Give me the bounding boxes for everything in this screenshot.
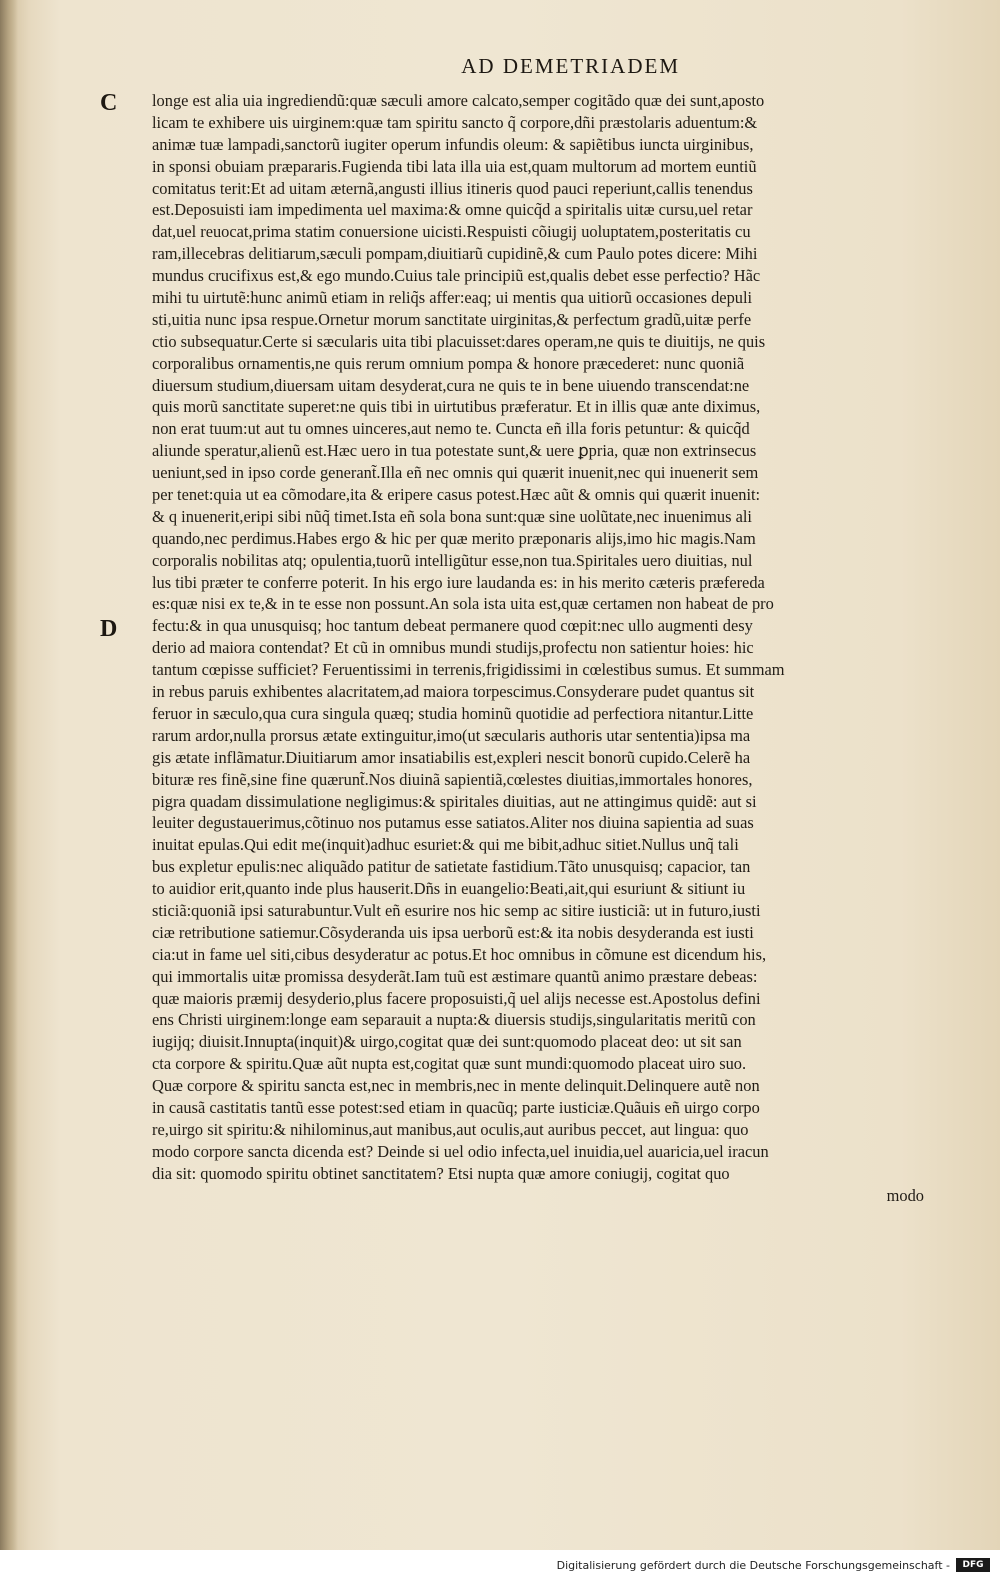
text-line: inuitat epulas.Qui edit me(inquit)adhuc esuriet:& qui me bibit,adhuc sitiet.Nullus unq̃ tali [152,835,739,855]
dfg-logo: DFG [956,1558,990,1572]
text-line: ciæ retributione satiemur.Cõsyderanda uis ipsa uerborũ est:& ita nobis desyderanda est iusti [152,922,754,942]
text-line: est.Deposuisti iam impedimenta uel maxima:& omne quicq̃d a spiritalis uitæ cursu,uel retar [152,200,753,220]
text-line: licam te exhibere uis uirginem:quæ tam spiritu sancto q̃ corpore,dñi præstolaris aduentum:& [152,112,758,132]
marginal-letter-c: C [100,90,118,116]
text-line: bituræ res finẽ,sine fine quærunt̃.Nos diuinã sapientiã,cœlestes diuitias,immortales honores, [152,769,753,789]
text-line: ram,illecebras delitiarum,sæculi pompam,diuitiarũ cupidinẽ,& cum Paulo potes dicere: Mihi [152,244,758,264]
text-line: in rebus paruis exhibentes alacritatem,ad maiora torpescimus.Consyderare pudet quantus sit [152,682,755,702]
text-line: pigra quadam dissimulatione negligimus:& spiritales diuitias, aut ne attingimus quidẽ: aut si [152,791,757,811]
text-line: cta corpore & spiritu.Quæ aũt nupta est,cogitat quæ sunt mundi:quomodo placeat uiro suo. [152,1054,747,1074]
text-line: derio ad maiora contendat? Et cũ in omnibus mundi studĳs,profectu non satientur hoies: hic [152,638,754,658]
text-line: mihi tu uirtutẽ:hunc animũ etiam in reliq̃s affer:eaq; ui mentis qua uitiorũ occasiones depuli [152,288,753,308]
text-line: aliunde speratur,alienũ est.Hæc uero in tua potestate sunt,& uere ꝑpria, quæ non extrinsecus [152,441,757,461]
text-line: iugĳq; diuisit.Innupta(inquit)& uirgo,cogitat quæ dei sunt:quomodo placeat deo: ut sit san [152,1032,742,1052]
text-line: leuiter degustauerimus,cõtinuo nos putamus esse satiatos.Aliter nos diuina sapientia ad suas [152,813,754,833]
text-line: gis ætate inflãmatur.Diuitiarum amor insatiabilis est,expleri nescit bonorũ cupido.Celerẽ ha [152,747,751,767]
text-line: longe est alia uia ingrediendũ:quæ sæculi amore calcato,semper cogitãdo quæ dei sunt,aposto [152,91,765,110]
text-line: quæ maioris præmĳ desyderio,plus facere proposuisti,q̃ uel alĳs necesse est.Apostolus defini [152,988,761,1008]
text-line: corporalis nobilitas atq; opulentia,tuorũ intelligũtur esse,non tua.Spiritales uero diuitias, nul [152,550,753,570]
text-line: in causã castitatis tantũ esse potest:sed etiam in quacũq; parte iusticiæ.Quãuis eñ uirgo corpo [152,1097,760,1117]
text-line: bus expletur epulis:nec aliquãdo patitur de satietate fastidium.Tãto unusquisq; capacior, tan [152,857,751,877]
text-line: tantum cœpisse sufficiet? Feruentissimi in terrenis,frigidissimi in cœlestibus sumus. Et summam [152,660,785,680]
text-line: ctio subsequatur.Certe si sæcularis uita tibi placuisset:dares operam,ne quis te diuitĳs, ne quis [152,331,766,351]
text-line: mundus crucifixus est,& ego mundo.Cuius tale principiũ est,qualis debet esse perfectio? Hãc [152,266,761,286]
text-line: sticiã:quoniã ipsi saturabuntur.Vult eñ esurire nos hic semp ac sitire iusticiã: ut in futuro,iusti [152,900,761,920]
text-line: rarum ardor,nulla prorsus ætate extinguitur,imo(ut sæcularis authoris utar sententia)ipsa ma [152,725,751,745]
text-line: dia sit: quomodo spiritu obtinet sanctitatem? Etsi nupta quæ amore coniugĳ, cogitat quo [152,1163,730,1183]
digitization-footer [0,1550,1000,1582]
text-line: cia:ut in fame uel siti,cibus desyderatur ac potus.Et hoc omnibus in cõmune est dicendum his, [152,944,767,964]
text-line: non erat tuum:ut aut tu omnes uinceres,aut nemo te. Cuncta eñ illa foris petuntur: & quicq̃d [152,419,750,439]
text-line: lus tibi præter te conferre poterit. In his ergo iure laudanda es: in his merito cæteris præfereda [152,572,765,592]
text-line: es:quæ nisi ex te,& in te esse non possunt.An sola ista uita est,quæ certamen non habeat de pro [152,594,774,614]
footer-credit: Digitalisierung gefördert durch die Deutsche Forschungsgemeinschaft - [556,1559,950,1572]
body-text [152,90,924,1206]
running-head: AD DEMETRIADEM [461,54,680,78]
text-line: ueniunt,sed in ipso corde generant̃.Illa eñ nec omnis qui quærit inuenit,nec qui inuenerit sem [152,463,759,483]
text-line: modo [886,1185,924,1205]
text-line: Quæ corpore & spiritu sancta est,nec in membris,nec in mente delinquit.Delinquere autẽ non [152,1076,760,1096]
text-line: re,uirgo sit spiritu:& nihilominus,aut manibus,aut oculis,aut auribus peccet, aut lingua: quo [152,1119,749,1139]
text-line: corporalibus ornamentis,ne quis rerum omnium pompa & honore præcederet: nunc quoniã [152,353,745,373]
text-line: comitatus terit:Et ad uitam æternã,angusti illius itineris quod pauci reperiunt,callis tenendus [152,178,753,198]
text-line: in sponsi obuiam præpararis.Fugienda tibi lata illa uia est,quam multorum ad mortem euntiũ [152,156,757,176]
gutter-shadow [0,0,18,1550]
text-line: feruor in sæculo,qua cura singula quæq; studia hominũ quotidie ad perfectiora nitantur.Litte [152,703,754,723]
text-line: fectu:& in qua unusquisq; hoc tantum debeat permanere quod cœpit:nec ullo augmenti desy [152,616,753,636]
text-line: quis morũ sanctitate superet:ne quis tibi in uirtutibus præferatur. Et in illis quæ ante diximus, [152,397,761,417]
text-line: to auidior erit,quanto inde plus hauserit.Dñs in euangelio:Beati,ait,qui esuriunt & sitiunt iu [152,879,746,899]
text-line: ens Christi uirginem:longe eam separauit a nupta:& diuersis studĳs,singularitatis meritũ con [152,1010,756,1030]
text-line: quando,nec perdimus.Habes ergo & hic per quæ merito præponaris alĳs,imo hic magis.Nam [152,528,756,548]
text-line: sti,uitia nunc ipsa respue.Ornetur morum sanctitate uirginitas,& perfectum gradũ,uitæ perfe [152,309,752,329]
text-line: modo corpore sancta dicenda est? Deinde si uel odio infecta,uel inuidia,uel auaricia,uel iracun [152,1141,769,1161]
text-line: per tenet:quia ut ea cõmodare,ita & eripere casus potest.Hæc aũt & omnis qui quærit inuenit: [152,485,761,505]
text-line: qui immortalis uitæ promissa desyderãt.Iam tuũ est æstimare quantũ animo præstare debeas: [152,966,758,986]
text-line: dat,uel reuocat,prima statim conuersione uicisti.Respuisti cõiugĳ uoluptatem,posteritatis cu [152,222,751,242]
text-line: animæ tuæ lampadi,sanctorũ iugiter operum infundis oleum: & sapiẽtibus iuncta uirginibus, [152,134,754,154]
marginal-letter-d: D [100,616,118,642]
text-line: diuersum studium,diuersam uitam desyderat,cura ne quis te in bene uiuendo transcendat:ne [152,375,750,395]
text-line: & q inuenerit,eripi sibi nũq̃ timet.Ista eñ sola bona sunt:quæ sine uolũtate,nec inuenimus ali [152,506,752,526]
